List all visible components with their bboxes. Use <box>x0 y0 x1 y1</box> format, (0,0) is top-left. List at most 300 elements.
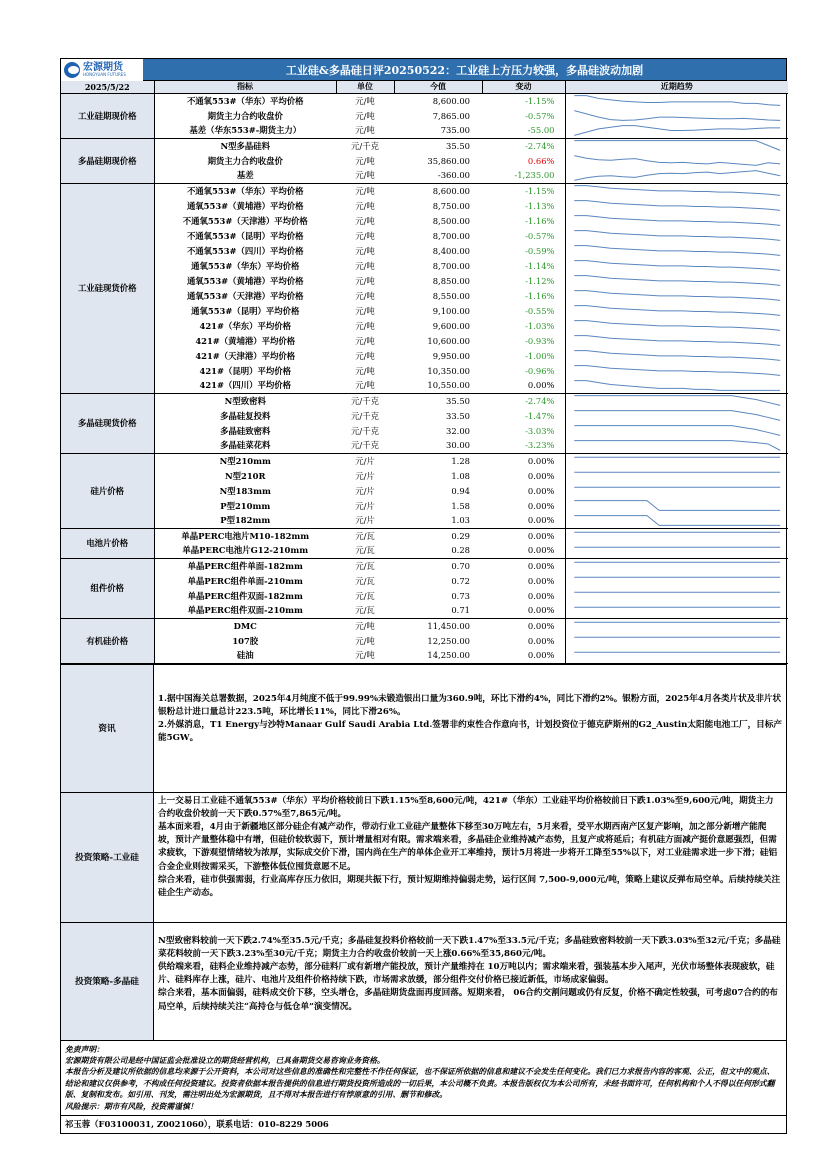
header-change: 变动 <box>482 81 565 93</box>
indicator-cell: 不通氧553#（华东）平均价格 <box>186 185 304 196</box>
change-cell: 0.00% <box>482 603 565 618</box>
change-cell: -1.15% <box>525 95 555 106</box>
unit-cell: 元/片 <box>355 455 375 466</box>
change-cell: 0.00% <box>482 648 565 663</box>
sparkline-series <box>574 366 780 376</box>
sparkline-series <box>574 396 780 406</box>
sparkline-series <box>574 141 780 151</box>
value-cell: 8,400.00 <box>432 245 470 256</box>
sparkline <box>570 274 785 287</box>
unit-cell: 元/吨 <box>336 168 394 183</box>
unit-cell: 元/吨 <box>355 635 375 646</box>
value-cell: 0.70 <box>451 560 470 571</box>
header-unit: 单位 <box>336 81 394 93</box>
change-cell: -1,235.00 <box>482 168 565 183</box>
sparkline <box>570 289 785 302</box>
header-indicator: 指标 <box>154 81 336 93</box>
unit-cell: 元/吨 <box>336 123 394 138</box>
table-row <box>61 633 788 648</box>
change-cell: -1.12% <box>525 275 555 286</box>
unit-cell: 元/瓦 <box>355 560 375 571</box>
change-cell: 0.00% <box>527 485 555 496</box>
table-row <box>61 318 788 333</box>
table-row <box>61 648 788 663</box>
news-body <box>154 665 786 792</box>
indicator-cell: 多晶硅致密料 <box>220 425 271 436</box>
indicator-cell: 421#（昆明）平均价格 <box>199 365 291 376</box>
unit-cell: 元/吨 <box>355 260 375 271</box>
indicator-cell: 硅油 <box>154 648 336 663</box>
indicator-cell: 通氧553#（天津港）平均价格 <box>186 290 304 301</box>
sparkline <box>570 394 785 407</box>
change-cell: -0.57% <box>525 230 555 241</box>
sparkline <box>570 169 785 182</box>
sparkline-series <box>574 321 780 331</box>
unit-cell: 元/吨 <box>355 290 375 301</box>
indicator-cell: 期货主力合约收盘价 <box>207 155 283 166</box>
disclaimer-line: 本报告分析及建议所依据的信息均来源于公开资料，本公司对这些信息的准确性和完整性不作任何保证，也不保证所依据的信息和建议不会发生任何变化。我们已力求报告内容的客观、公正，但文中的观点、结论和建议仅供参考，不构成任何投资建议。投资者依据本报告提供的信息进行期货投资所造成的一切后果，本公司概不负责。本报告版权仅为本公司所有，未经书面许可，任何机构和个人不得以任何形式翻版、复制和发布。如引用、刊发，需注明出处为宏源期货，且不得对本报告进行有悖原意的引用、删节和修改。 <box>65 1067 775 1100</box>
unit-cell: 元/片 <box>336 513 394 528</box>
sparkline <box>570 94 785 107</box>
price-table <box>61 81 788 664</box>
trend-cell <box>565 573 788 588</box>
change-cell: 0.00% <box>527 635 555 646</box>
indicator-cell: 421#（华东）平均价格 <box>199 320 291 331</box>
value-cell: 10,550.00 <box>394 378 482 393</box>
table-row <box>61 513 788 528</box>
sparkline <box>570 109 785 122</box>
sparkline-series <box>574 261 780 271</box>
trend-cell <box>565 303 788 318</box>
value-cell: 1.28 <box>451 455 470 466</box>
indicator-cell: 通氧553#（华东）平均价格 <box>191 260 300 271</box>
poly-strategy-para: 综合来看，基本面偏弱，硅料成交价下移，空头增仓，多晶硅期货盘面再度回落。短期来看， 06合约交割问题或仍有反复，价格不确定性较强，可考虑07合约的布局空单，后续持续关注“高持仓与低仓单”演变情况。 <box>158 988 778 1012</box>
value-cell: 0.28 <box>394 543 482 558</box>
unit-cell: 元/吨 <box>355 245 375 256</box>
indicator-cell: N型多晶硅料 <box>220 140 271 151</box>
sparkline <box>570 544 785 557</box>
unit-cell: 元/瓦 <box>336 543 394 558</box>
sparkline <box>570 184 785 197</box>
trend-cell <box>565 228 788 243</box>
unit-cell: 元/吨 <box>355 320 375 331</box>
indicator-cell: 单晶PERC电池片M10-182mm <box>181 530 310 541</box>
sparkline-series <box>574 336 780 346</box>
unit-cell: 元/吨 <box>355 305 375 316</box>
unit-cell: 元/吨 <box>355 230 375 241</box>
value-cell: 0.29 <box>451 530 470 541</box>
value-cell: 33.50 <box>446 410 470 421</box>
unit-cell: 元/千克 <box>351 395 379 406</box>
change-cell: 0.00% <box>482 378 565 393</box>
poly-strategy-section <box>61 922 786 1040</box>
table-row <box>61 558 788 573</box>
trend-cell <box>565 498 788 513</box>
sparkline <box>570 619 785 632</box>
change-cell: 0.00% <box>527 470 555 481</box>
trend-cell <box>565 648 788 663</box>
table-row <box>61 588 788 603</box>
sparkline <box>570 304 785 317</box>
table-row <box>61 258 788 273</box>
header-date: 2025/5/22 <box>61 81 154 93</box>
sparkline <box>570 484 785 497</box>
change-cell: -3.23% <box>482 438 565 453</box>
indicator-cell: N型210mm <box>219 455 271 466</box>
trend-cell <box>565 168 788 183</box>
change-cell: 0.00% <box>527 455 555 466</box>
group-label: 工业硅期现价格 <box>61 93 154 138</box>
change-cell: -3.03% <box>525 425 555 436</box>
sparkline <box>570 409 785 422</box>
sparkline <box>570 499 785 512</box>
unit-cell: 元/吨 <box>355 365 375 376</box>
trend-cell <box>565 468 788 483</box>
group-label: 有机硅价格 <box>61 618 154 663</box>
header-trend: 近期趋势 <box>565 81 788 93</box>
indicator-cell: 不通氧553#（华东）平均价格 <box>186 95 304 106</box>
indicator-cell: 基差（华东553#-期货主力） <box>154 123 336 138</box>
change-cell: -0.96% <box>525 365 555 376</box>
sparkline <box>570 634 785 647</box>
sparkline <box>570 514 785 527</box>
table-row <box>61 198 788 213</box>
trend-cell <box>565 318 788 333</box>
sparkline-series <box>574 515 780 525</box>
value-cell: 8,750.00 <box>432 200 470 211</box>
table-row <box>61 543 788 558</box>
sparkline-series <box>574 170 780 180</box>
analyst-contact: 祁玉蓉（F03100031, Z0021060），联系电话：010-8229 5006 <box>61 1115 786 1133</box>
trend-cell <box>565 408 788 423</box>
change-cell: -0.59% <box>525 245 555 256</box>
value-cell: -360.00 <box>394 168 482 183</box>
si-strategy-label: 投资策略-工业硅 <box>61 793 154 922</box>
value-cell: 35,860.00 <box>427 155 470 166</box>
indicator-cell: 多晶硅菜花料 <box>154 438 336 453</box>
value-cell: 35.50 <box>446 395 470 406</box>
change-cell: 0.66% <box>527 155 555 166</box>
table-row <box>61 93 788 108</box>
table-row <box>61 303 788 318</box>
indicator-cell: 单晶PERC组件单面-182mm <box>187 560 303 571</box>
value-cell: 0.73 <box>451 590 470 601</box>
table-body <box>61 93 788 663</box>
table-row <box>61 108 788 123</box>
group-label: 工业硅现货价格 <box>61 183 154 393</box>
change-cell: 0.00% <box>527 620 555 631</box>
sparkline <box>570 199 785 212</box>
news-para: 1.据中国海关总署数据，2025年4月纯度不低于99.99%未锻造银出口量为360.9吨，环比下滑约4%，同比下滑约2%。银粉方面，2025年4月各类片状及非片状银粉总计进口量总计223.5吨，环比增长11%，同比下滑26%。 <box>158 693 782 717</box>
table-row <box>61 213 788 228</box>
value-cell: 0.94 <box>451 485 470 496</box>
sparkline-series <box>574 216 780 226</box>
unit-cell: 元/吨 <box>355 335 375 346</box>
unit-cell: 元/吨 <box>355 275 375 286</box>
unit-cell: 元/吨 <box>355 95 375 106</box>
disclaimer-title: 免责声明： <box>65 1044 104 1054</box>
indicator-cell: 通氧553#（黄埔港）平均价格 <box>186 275 304 286</box>
sparkline-series <box>574 186 780 196</box>
indicator-cell: 通氧553#（黄埔港）平均价格 <box>186 200 304 211</box>
sparkline-series <box>574 380 780 390</box>
indicator-cell: N型183mm <box>219 485 271 496</box>
indicator-cell: 107胶 <box>232 635 259 646</box>
trend-cell <box>565 633 788 648</box>
table-row <box>61 423 788 438</box>
unit-cell: 元/片 <box>355 485 375 496</box>
value-cell: 9,950.00 <box>432 350 470 361</box>
sparkline-series <box>574 125 780 135</box>
table-row <box>61 453 788 468</box>
change-cell: -1.15% <box>525 185 555 196</box>
unit-cell: 元/片 <box>355 470 375 481</box>
sparkline-series <box>574 426 780 436</box>
unit-cell: 元/瓦 <box>355 575 375 586</box>
trend-cell <box>565 273 788 288</box>
unit-cell: 元/千克 <box>336 438 394 453</box>
poly-strategy-label: 投资策略-多晶硅 <box>61 923 154 1040</box>
sparkline <box>570 559 785 572</box>
change-cell: -1.13% <box>525 200 555 211</box>
table-row <box>61 498 788 513</box>
trend-cell <box>565 363 788 378</box>
indicator-cell: DMC <box>233 620 257 631</box>
group-label: 多晶硅现货价格 <box>61 393 154 453</box>
sparkline-series <box>574 306 780 316</box>
sparkline <box>570 259 785 272</box>
unit-cell: 元/吨 <box>355 185 375 196</box>
unit-cell: 元/瓦 <box>355 590 375 601</box>
table-header-row <box>61 81 788 93</box>
report-title: 工业硅&多晶硅日评20250522：工业硅上方压力较强，多晶硅波动加剧 <box>285 63 644 77</box>
logo-mark-icon <box>64 62 80 78</box>
table-row <box>61 273 788 288</box>
sparkline <box>570 349 785 362</box>
table-row <box>61 183 788 198</box>
value-cell: 35.50 <box>446 140 470 151</box>
change-cell: -1.16% <box>525 215 555 226</box>
table-row <box>61 603 788 618</box>
table-row <box>61 243 788 258</box>
sparkline <box>570 379 785 392</box>
change-cell: -1.47% <box>525 410 555 421</box>
indicator-cell: N型致密料 <box>224 395 266 406</box>
si-strategy-para: 上一交易日工业硅不通氧553#（华东）平均价格较前日下跌1.15%至8,600元/吨，421#（华东）工业硅平均价格较前日下跌1.03%至9,600元/吨，期货主力合约收盘价较前一天下跌0.57%至7,865元/吨。 <box>158 795 774 819</box>
unit-cell: 元/吨 <box>355 620 375 631</box>
value-cell: 0.72 <box>451 575 470 586</box>
value-cell: 8,850.00 <box>432 275 470 286</box>
indicator-cell: P型182mm <box>154 513 336 528</box>
logo-name-en: HONGYUAN FUTURES <box>83 71 126 77</box>
value-cell: 12,250.00 <box>427 635 470 646</box>
sparkline <box>570 319 785 332</box>
trend-cell <box>565 288 788 303</box>
table-row <box>61 123 788 138</box>
sparkline <box>570 529 785 542</box>
trend-cell <box>565 618 788 633</box>
value-cell: 0.71 <box>394 603 482 618</box>
sparkline-series <box>574 246 780 256</box>
table-row <box>61 438 788 453</box>
sparkline <box>570 589 785 602</box>
value-cell: 8,700.00 <box>432 230 470 241</box>
change-cell: 0.00% <box>527 590 555 601</box>
trend-cell <box>565 423 788 438</box>
trend-cell <box>565 588 788 603</box>
news-para: 2.外媒消息，T1 Energy与沙特Manaar Gulf Saudi Arabia Ltd.签署非约束性合作意向书，计划投资位于德克萨斯州的G2_Austin太阳能电池工厂，目标产能5GW。 <box>158 719 782 744</box>
unit-cell: 元/瓦 <box>336 603 394 618</box>
trend-cell <box>565 393 788 408</box>
sparkline-series <box>574 156 780 166</box>
unit-cell: 元/吨 <box>355 200 375 211</box>
sparkline-series <box>574 201 780 211</box>
risk-warning: 风险提示：期市有风险，投资需谨慎！ <box>65 1101 198 1111</box>
indicator-cell: 421#（天津港）平均价格 <box>195 350 296 361</box>
table-row <box>61 618 788 633</box>
table-row <box>61 138 788 153</box>
disclaimer <box>61 1040 786 1115</box>
unit-cell: 元/吨 <box>336 378 394 393</box>
sparkline <box>570 334 785 347</box>
indicator-cell: 421#（黄埔港）平均价格 <box>195 335 296 346</box>
value-cell: 8,550.00 <box>432 290 470 301</box>
sparkline <box>570 124 785 137</box>
trend-cell <box>565 153 788 168</box>
trend-cell <box>565 108 788 123</box>
indicator-cell: 多晶硅复投料 <box>220 410 271 421</box>
trend-cell <box>565 483 788 498</box>
sparkline <box>570 439 785 452</box>
value-cell: 8,600.00 <box>432 95 470 106</box>
table-row <box>61 348 788 363</box>
value-cell: 10,600.00 <box>427 335 470 346</box>
indicator-cell: 421#（四川）平均价格 <box>154 378 336 393</box>
change-cell: -0.57% <box>525 110 555 121</box>
indicator-cell: P型210mm <box>220 500 271 511</box>
sparkline-series <box>574 351 780 361</box>
sparkline-series <box>574 440 780 450</box>
table-row <box>61 333 788 348</box>
unit-cell: 元/千克 <box>351 140 379 151</box>
report-sheet <box>60 58 787 1134</box>
si-strategy-para: 综合来看，硅市供强需弱，行业高库存压力依旧，期现共振下行，预计短期维持偏弱走势，运行区间 7,500-9,000元/吨，策略上建议反弹布局空单。后续持续关注硅企生产动态。 <box>158 874 781 898</box>
unit-cell: 元/吨 <box>355 110 375 121</box>
trend-cell <box>565 123 788 138</box>
sparkline <box>570 424 785 437</box>
sparkline-series <box>574 291 780 301</box>
trend-cell <box>565 603 788 618</box>
disclaimer-line: 宏源期货有限公司是经中国证监会批准设立的期货经营机构，已具备期货交易咨询业务资格。 <box>65 1055 385 1065</box>
change-cell: -55.00 <box>482 123 565 138</box>
sparkline-series <box>574 111 780 121</box>
change-cell: 0.00% <box>527 560 555 571</box>
value-cell: 1.58 <box>451 500 470 511</box>
value-cell: 9,100.00 <box>432 305 470 316</box>
indicator-cell: 单晶PERC组件单面-210mm <box>187 575 303 586</box>
si-strategy-para: 基本面来看，4月由于新疆地区部分硅企有减产动作，带动行业工业硅产量整体下移至30万吨左右，5月来看，受平水期西南产区复产影响，加之部分新增产能爬坡，预计产量整体稳中有增，但硅价较软弱下，预计增量相对有限。需求端来看，多晶硅企业维持减产态势，且复产或将延后；有机硅方面减产挺价意愿强烈，但需求疲软，下游观望情绪较为浓厚，实际成交价下滑，国内尚在生产的单体企业开工率维持，预计5月将进一步将开工降至55%以下，对工业硅需求进一步下滑；硅铝合金企业则按需采买，下游整体低位囤货意愿不足。 <box>158 821 778 872</box>
unit-cell: 元/吨 <box>336 648 394 663</box>
sparkline <box>570 574 785 587</box>
trend-cell <box>565 513 788 528</box>
poly-strategy-para: N型致密料较前一天下跌2.74%至35.5元/千克；多晶硅复投料价格较前一天下跌1.47%至33.5元/千克；多晶硅致密料较前一天下跌3.03%至32元/千克；多晶硅菜花料较前一天下跌3.23%至30元/千克；期货主力合约收盘价较前一天上涨0.66%至35,860元/吨。 <box>158 935 781 959</box>
trend-cell <box>565 213 788 228</box>
group-label: 电池片价格 <box>61 528 154 558</box>
value-cell: 8,700.00 <box>432 260 470 271</box>
unit-cell: 元/吨 <box>355 350 375 361</box>
sparkline-series <box>574 276 780 286</box>
table-row <box>61 288 788 303</box>
sparkline <box>570 229 785 242</box>
news-section <box>61 664 786 792</box>
table-row <box>61 528 788 543</box>
table-row <box>61 573 788 588</box>
indicator-cell: 基差 <box>154 168 336 183</box>
value-cell: 30.00 <box>394 438 482 453</box>
value-cell: 7,865.00 <box>432 110 470 121</box>
change-cell: 0.00% <box>527 530 555 541</box>
change-cell: 0.00% <box>482 543 565 558</box>
sparkline-series <box>574 96 780 106</box>
change-cell: 0.00% <box>527 500 555 511</box>
value-cell: 10,350.00 <box>427 365 470 376</box>
value-cell: 1.03 <box>394 513 482 528</box>
sparkline <box>570 244 785 257</box>
sparkline <box>570 139 785 152</box>
change-cell: -0.55% <box>525 305 555 316</box>
table-row <box>61 378 788 393</box>
logo-name: 宏源期货 <box>83 61 123 73</box>
header-value: 今值 <box>394 81 482 93</box>
table-row <box>61 153 788 168</box>
table-row <box>61 468 788 483</box>
value-cell: 8,600.00 <box>432 185 470 196</box>
unit-cell: 元/片 <box>355 500 375 511</box>
indicator-cell: 单晶PERC电池片G12-210mm <box>154 543 336 558</box>
value-cell: 735.00 <box>394 123 482 138</box>
change-cell: -1.14% <box>525 260 555 271</box>
value-cell: 32.00 <box>446 425 470 436</box>
news-label: 资讯 <box>61 665 154 792</box>
indicator-cell: 不通氧553#（昆明）平均价格 <box>186 230 304 241</box>
change-cell: -1.03% <box>525 320 555 331</box>
change-cell: -1.00% <box>525 350 555 361</box>
trend-cell <box>565 243 788 258</box>
table-row <box>61 168 788 183</box>
indicator-cell: 不通氧553#（四川）平均价格 <box>186 245 304 256</box>
table-row <box>61 393 788 408</box>
sparkline <box>570 604 785 617</box>
value-cell: 9,600.00 <box>432 320 470 331</box>
si-strategy-body <box>154 793 786 922</box>
sparkline-series <box>574 411 780 421</box>
trend-cell <box>565 558 788 573</box>
trend-cell <box>565 198 788 213</box>
unit-cell: 元/千克 <box>351 410 379 421</box>
change-cell: 0.00% <box>527 575 555 586</box>
group-label: 多晶硅期现价格 <box>61 138 154 183</box>
indicator-cell: 通氧553#（昆明）平均价格 <box>191 305 300 316</box>
value-cell: 11,450.00 <box>427 620 470 631</box>
trend-cell <box>565 93 788 108</box>
sparkline <box>570 454 785 467</box>
value-cell: 14,250.00 <box>394 648 482 663</box>
trend-cell <box>565 183 788 198</box>
unit-cell: 元/瓦 <box>355 530 375 541</box>
change-cell: -1.16% <box>525 290 555 301</box>
indicator-cell: 不通氧553#（天津港）平均价格 <box>182 215 308 226</box>
unit-cell: 元/吨 <box>355 215 375 226</box>
